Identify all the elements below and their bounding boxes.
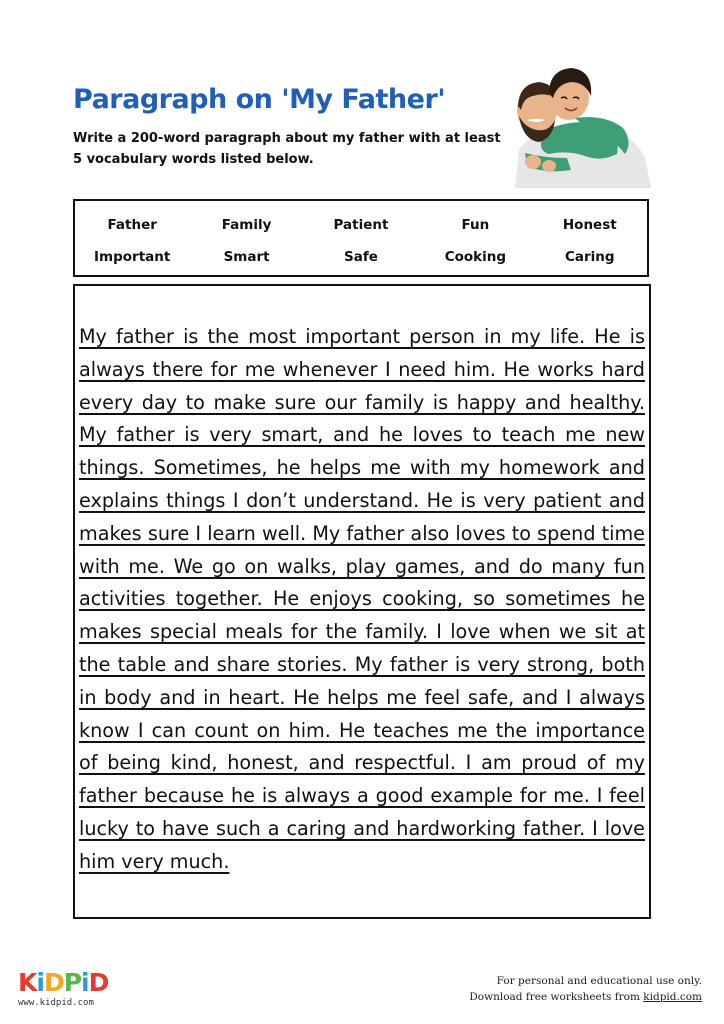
vocab-word: Fun [461,217,490,233]
paragraph-box [73,284,651,919]
vocab-word: Smart [223,249,270,265]
vocab-word: Patient [333,217,389,233]
kidpid-link[interactable]: kidpid.com [643,991,702,1003]
vocab-word: Cooking [444,249,507,265]
vocab-word: Father [107,217,157,233]
vocab-word: Honest [562,217,617,233]
footer-line-2: Download free worksheets from kidpid.com [469,991,702,1003]
footer-note [469,973,702,1005]
father-child-illustration [505,58,655,188]
instructions: Write a 200-word paragraph about my father with at least 5 vocabulary words listed below. [73,131,501,167]
vocab-word: Caring [565,249,615,265]
page-title: Paragraph on 'My Father' [73,84,446,115]
kidpid-logo: KiDPiD [18,968,109,997]
vocab-word: Important [94,249,171,265]
footer-line-1: For personal and educational use only. [496,975,702,987]
vocab-word: Safe [344,249,378,265]
logo-url: www.kidpid.com [18,998,94,1008]
vocab-word: Family [221,217,272,233]
vocabulary-box [73,199,649,277]
paragraph-text: My father is the most important person in my life. He is always there for me whenever I need him. He works hard every day to make sure our family is happy and healthy. My father is very smart, and he loves to teach me new things. Sometimes, he helps me with my homework and explains things I don’t understand. He is very patient and makes sure I learn well. My father also loves to spend time with me. We go on walks, play games, and do many fun activities together. He enjoys cooking, so sometimes he makes special meals for the family. I love when we sit at the table and share stories. My father is very strong, both in body and in heart. He helps me feel safe, and I always know I can count on him. He teaches me the importance of being kind, honest, and respectful. I am proud of my father because he is always a good example for me. I feel lucky to have such a caring and hardworking father. I love him very much. [79,325,645,873]
